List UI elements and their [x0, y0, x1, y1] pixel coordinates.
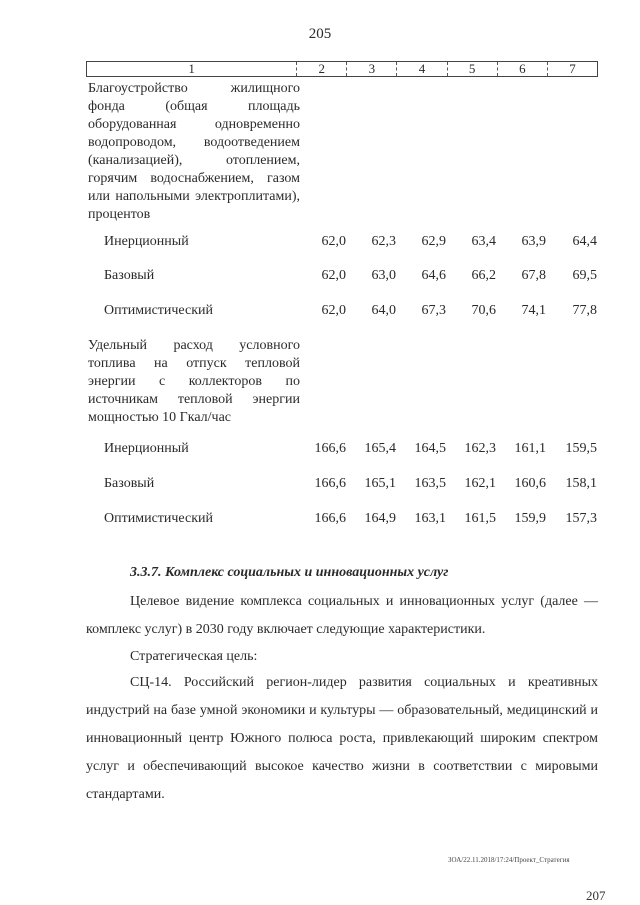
table-cell: 69,5: [572, 268, 597, 283]
table-cell: 62,0: [321, 303, 346, 318]
table-header-cell: 4: [396, 62, 446, 76]
page-number: 205: [308, 26, 332, 42]
table-cell: 67,8: [521, 268, 546, 283]
scenario-label: Инерционный: [104, 441, 189, 456]
table-cell: 70,6: [471, 303, 496, 318]
table-cell: 67,3: [421, 303, 446, 318]
scenario-label: Базовый: [104, 268, 155, 283]
table-header-cell: 5: [447, 62, 497, 76]
table-cell: 164,5: [414, 441, 446, 456]
corner-page-number: 207: [586, 888, 606, 903]
table-cell: 166,6: [314, 441, 346, 456]
section-title: 3.3.7. Комплекс социальных и инновационных услуг: [130, 565, 449, 580]
table-cell: 62,0: [321, 234, 346, 249]
table-cell: 159,9: [514, 511, 546, 526]
table-cell: 163,5: [414, 476, 446, 491]
table-cell: 64,4: [572, 234, 597, 249]
table-cell: 62,0: [321, 268, 346, 283]
table-header-row: [86, 61, 598, 77]
table-cell: 165,1: [364, 476, 396, 491]
scenario-label: Оптимистический: [104, 511, 213, 526]
body-paragraph: Стратегическая цель:: [130, 649, 258, 664]
table-cell: 62,3: [371, 234, 396, 249]
scenario-label: Инерционный: [104, 234, 189, 249]
table-cell: 161,1: [514, 441, 546, 456]
table-cell: 157,3: [565, 511, 597, 526]
table-cell: 162,1: [464, 476, 496, 491]
indicator-description: Благоустройство жилищного фонда (общая площадь оборудованная одновременно водопроводом, водоотведением (канализацией), отоплением, горячим водоснабжением, газом или напольными электроплитами), процентов: [88, 81, 300, 222]
table-row: [0, 232, 640, 252]
table-cell: 166,6: [314, 476, 346, 491]
table-row: [0, 474, 640, 494]
table-cell: 74,1: [521, 303, 546, 318]
table-cell: 64,0: [371, 303, 396, 318]
table-cell: 158,1: [565, 476, 597, 491]
table-header-cell: 1: [188, 61, 195, 76]
scenario-label: Базовый: [104, 476, 155, 491]
table-cell: 64,6: [421, 268, 446, 283]
table-cell: 63,4: [471, 234, 496, 249]
table-cell: 166,6: [314, 511, 346, 526]
table-cell: 163,1: [414, 511, 446, 526]
table-row: [0, 266, 640, 286]
table-cell: 165,4: [364, 441, 396, 456]
table-cell: 63,0: [371, 268, 396, 283]
table-row: [0, 301, 640, 321]
indicator-description: Удельный расход условного топлива на отпуск тепловой энергии с коллекторов по источникам тепловой энергии мощностью 10 Гкал/час: [88, 338, 300, 425]
table-cell: 161,5: [464, 511, 496, 526]
table-row: [0, 439, 640, 459]
scenario-label: Оптимистический: [104, 303, 213, 318]
table-cell: 77,8: [572, 303, 597, 318]
table-cell: 160,6: [514, 476, 546, 491]
table-header-cell: 2: [296, 62, 346, 76]
table-cell: 162,3: [464, 441, 496, 456]
table-cell: 62,9: [421, 234, 446, 249]
table-cell: 66,2: [471, 268, 496, 283]
table-cell: 164,9: [364, 511, 396, 526]
table-row: [0, 509, 640, 529]
footer-document-code: ЗОА/22.11.2018/17:24/Проект_Стратегия: [448, 856, 570, 864]
table-cell: 63,9: [521, 234, 546, 249]
table-header-cell: 6: [497, 62, 547, 76]
table-cell: 159,5: [565, 441, 597, 456]
body-paragraph: Целевое видение комплекса социальных и инновационных услуг (далее — комплекс услуг) в 2030 году включает следующие характеристики.: [86, 594, 598, 637]
body-paragraph: СЦ-14. Российский регион-лидер развития социальных и креативных индустрий на базе умной экономики и культуры — образовательный, медицинский и инновационный центр Южного полюса роста, привлекающий широким спектром услуг и обеспечивающий высокое качество жизни в соответствии с мировыми стандартами.: [86, 675, 598, 802]
table-header-cell: 7: [547, 62, 597, 76]
table-header-cell: 3: [346, 62, 396, 76]
